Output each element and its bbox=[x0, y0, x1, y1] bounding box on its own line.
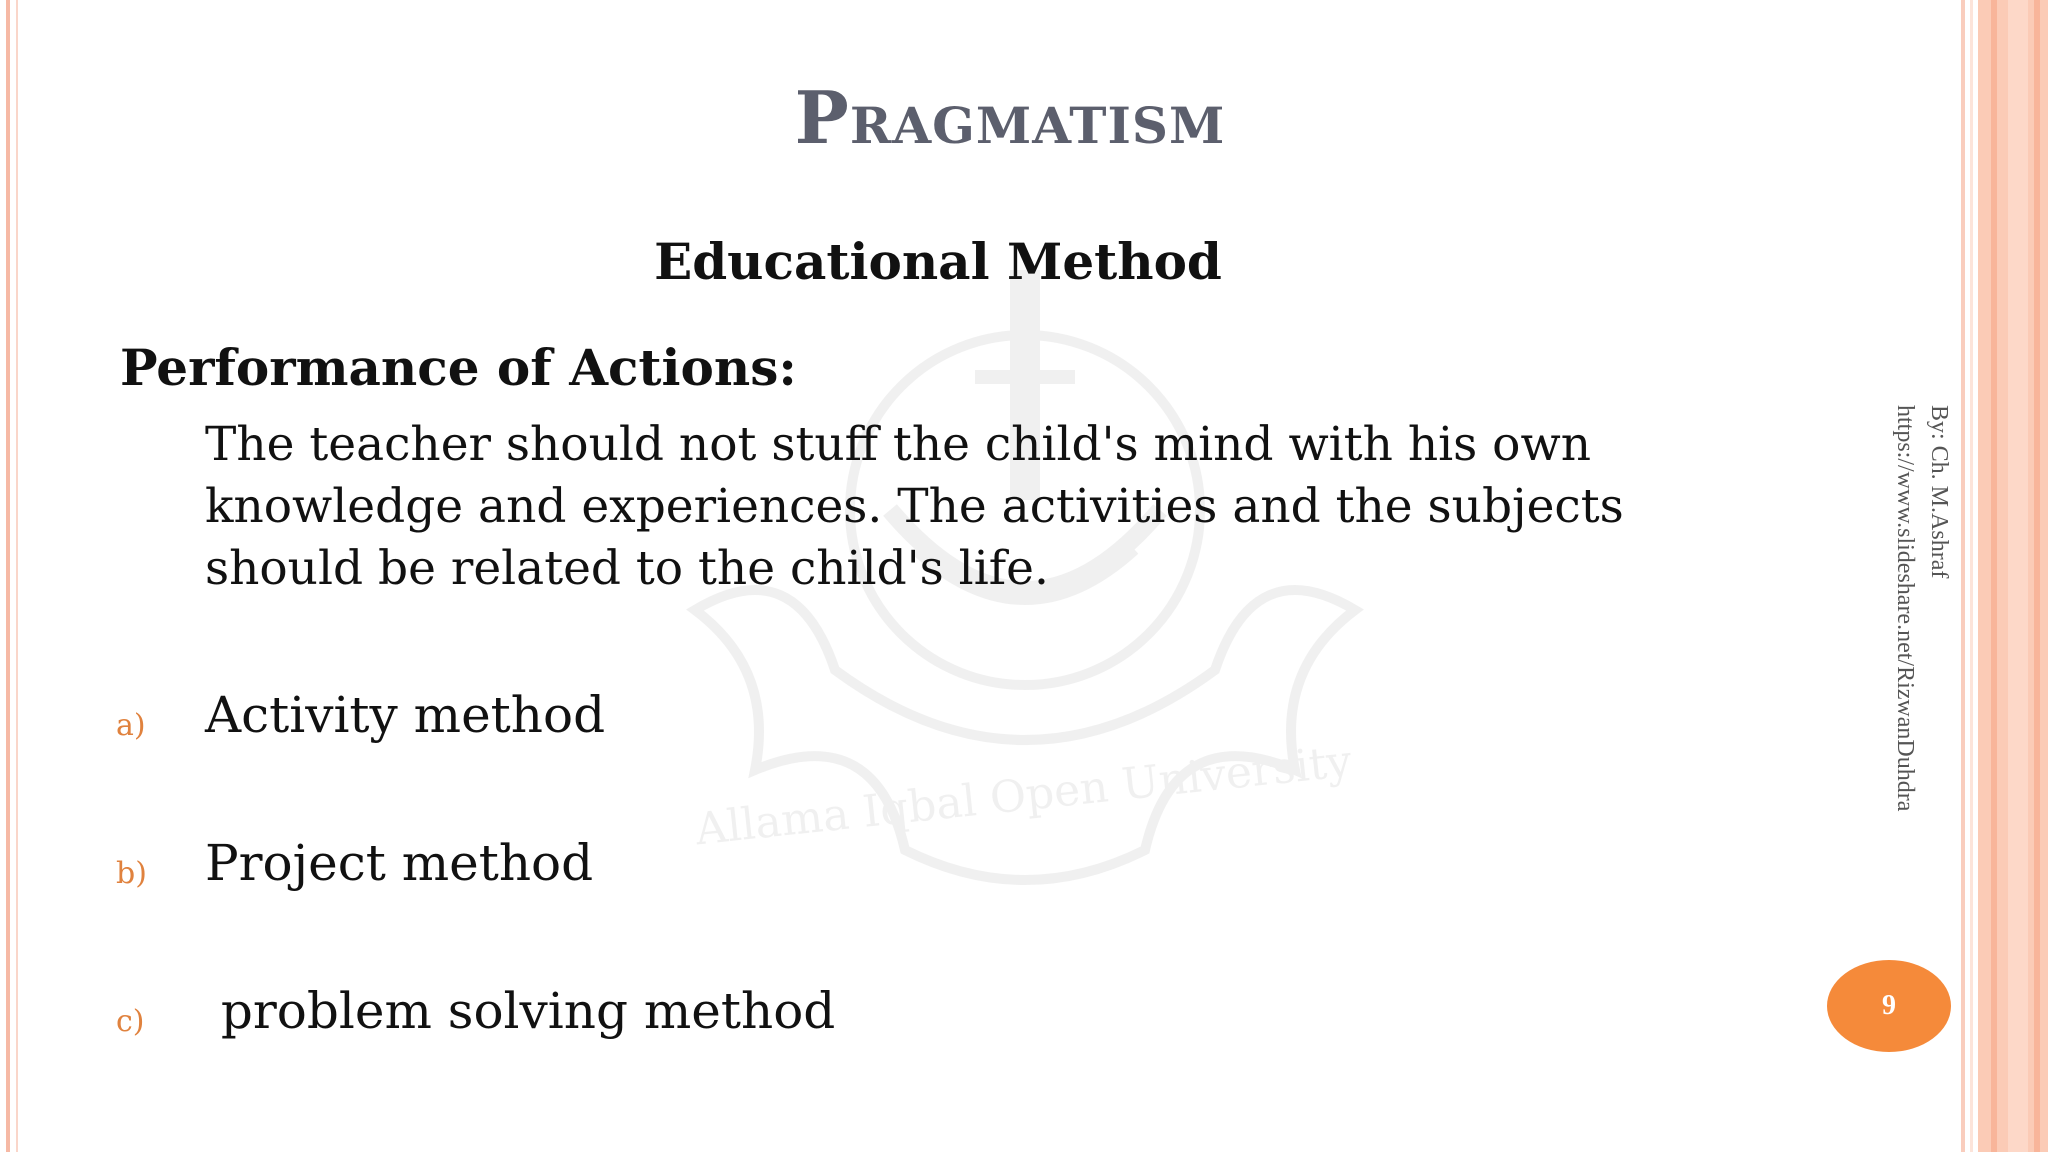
body-paragraph bbox=[205, 414, 1645, 600]
slide-subtitle: Educational Method bbox=[654, 232, 1222, 291]
list-text: Project method bbox=[205, 834, 594, 892]
section-heading: Performance of Actions: bbox=[120, 338, 797, 397]
paragraph-line: knowledge and experiences. The activities and the subjects bbox=[205, 479, 1624, 534]
page-number: 9 bbox=[1882, 990, 1896, 1021]
credit-author: By: Ch. M.Ashraf bbox=[1926, 405, 1952, 579]
left-border-line bbox=[6, 0, 10, 1152]
list-marker: a) bbox=[116, 708, 146, 743]
right-border-stripe bbox=[2034, 0, 2040, 1152]
credit-url: https://www.slideshare.net/RizwanDuhdra bbox=[1892, 405, 1918, 812]
paragraph-line: The teacher should not stuff the child's mind with his own bbox=[205, 417, 1591, 472]
right-border-stripe bbox=[1991, 0, 1997, 1152]
right-border-stripe bbox=[2008, 0, 2028, 1152]
slide-title: Pragmatism bbox=[794, 75, 1226, 160]
list-marker: c) bbox=[116, 1004, 145, 1039]
paragraph-line: should be related to the child's life. bbox=[205, 541, 1049, 596]
list-text: problem solving method bbox=[205, 982, 836, 1040]
side-credit bbox=[1885, 405, 1985, 925]
list-item bbox=[116, 834, 1516, 904]
list-item bbox=[116, 982, 1516, 1052]
list-text: Activity method bbox=[205, 686, 606, 744]
list-marker: b) bbox=[116, 856, 147, 891]
left-border-line-thin bbox=[16, 0, 18, 1152]
list-item bbox=[116, 686, 1516, 756]
page-number-badge bbox=[1827, 960, 1951, 1052]
watermark-text: Allama Iqbal Open University bbox=[692, 735, 1355, 856]
